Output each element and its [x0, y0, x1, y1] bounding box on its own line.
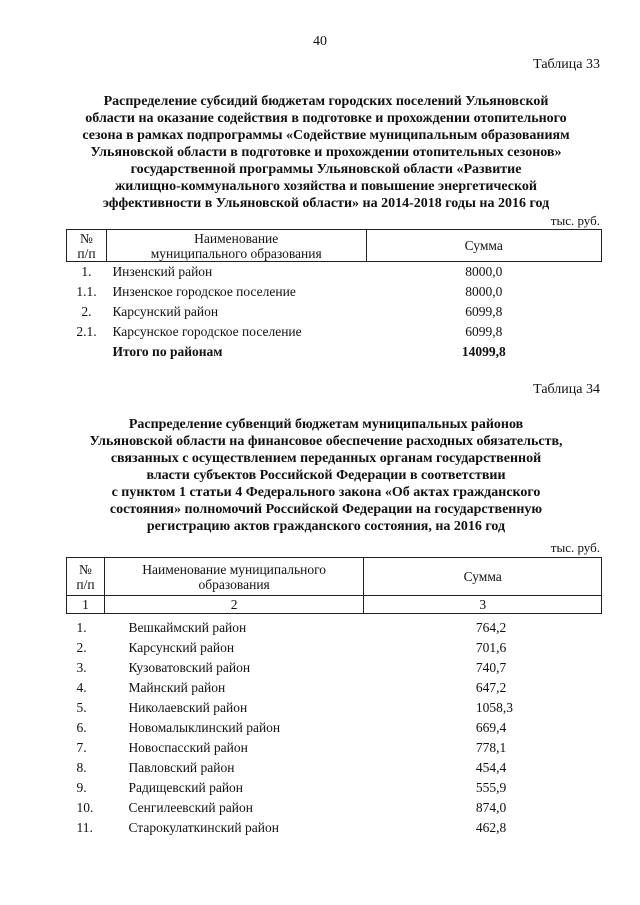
table-row: [67, 818, 602, 838]
title-line: с пунктом 1 статьи 4 Федерального закона «Об актах гражданского: [111, 485, 541, 500]
row-num: 2.: [76, 640, 87, 655]
page-number: 40: [313, 34, 327, 49]
table-row: [67, 778, 602, 798]
col-header-num: [67, 230, 107, 262]
row-name: Карсунское городское поселение: [112, 324, 302, 339]
row-num: 5.: [76, 700, 87, 715]
table-33-label: Таблица 33: [533, 57, 600, 72]
table-33: [66, 229, 602, 362]
title-line: связанных с осуществлением переданных органам государственной: [110, 451, 542, 466]
table-row: [67, 322, 602, 342]
col-header-sum: Сумма: [366, 230, 602, 262]
row-name: Радищевский район: [128, 780, 244, 795]
table-34: [66, 557, 602, 838]
row-name: Павловский район: [128, 760, 235, 775]
table-row: [67, 262, 602, 283]
row-name: Инзенское городское поселение: [112, 284, 296, 299]
index-cell: 3: [364, 596, 602, 614]
title-line: Ульяновской области на финансовое обеспечение расходных обязательств,: [89, 434, 563, 449]
title-line: сезона в рамках подпрограммы «Содействие муниципальным образованиям: [82, 128, 570, 143]
row-num: 9.: [76, 780, 87, 795]
title-line: Распределение субвенций бюджетам муниципальных районов: [128, 417, 524, 432]
row-sum: 740,7: [475, 660, 507, 675]
col-header-sum: Сумма: [364, 558, 602, 596]
row-sum: 778,1: [475, 740, 507, 755]
title-line: Ульяновской области в подготовке и прохождении отопительных сезонов»: [90, 145, 562, 160]
table-row: [67, 798, 602, 818]
row-sum: 8000,0: [465, 264, 503, 279]
row-sum: 1058,3: [475, 700, 513, 715]
row-num: 10.: [76, 800, 94, 815]
table-row: [67, 758, 602, 778]
table-34-label: Таблица 34: [533, 382, 600, 397]
row-num: 4.: [76, 680, 87, 695]
title-line: эффективности в Ульяновской области» на 2014-2018 годы на 2016 год: [102, 196, 550, 211]
col-header-num: [67, 558, 105, 596]
row-name: Майнский район: [128, 680, 226, 695]
table-row: [67, 698, 602, 718]
row-num: 11.: [76, 820, 93, 835]
row-sum: 701,6: [475, 640, 507, 655]
row-num: 8.: [76, 760, 87, 775]
header-text: №: [79, 561, 92, 577]
table-34-units: тыс. руб.: [550, 540, 600, 555]
row-sum: 8000,0: [465, 284, 503, 299]
title-line: власти субъектов Российской Федерации в соответствии: [146, 468, 506, 483]
row-sum: 555,9: [475, 780, 507, 795]
title-line: Распределение субсидий бюджетам городских поселений Ульяновской: [103, 94, 549, 109]
row-name: Новомалыклинский район: [128, 720, 281, 735]
row-num: 3.: [76, 660, 87, 675]
table-row: [67, 282, 602, 302]
table-34-title: [66, 416, 586, 535]
row-sum: 6099,8: [465, 304, 503, 319]
row-name: Карсунский район: [112, 304, 219, 319]
column-index-row: [67, 596, 602, 614]
row-num: 1.: [81, 264, 92, 279]
row-name: Старокулаткинский район: [128, 820, 279, 835]
row-name: Вешкаймский район: [128, 620, 247, 635]
header-text: п/п: [77, 245, 96, 261]
table-row: [67, 678, 602, 698]
table-row: [67, 302, 602, 322]
row-num: 7.: [76, 740, 87, 755]
header-text: образования: [198, 576, 270, 592]
title-line: регистрацию актов гражданского состояния, на 2016 год: [146, 519, 506, 534]
table-total-row: [67, 342, 602, 362]
total-sum: 14099,8: [461, 344, 506, 359]
row-name: Николаевский район: [128, 700, 248, 715]
row-sum: 874,0: [475, 800, 507, 815]
row-sum: 454,4: [475, 760, 507, 775]
row-name: Инзенский район: [112, 264, 213, 279]
col-header-name: [104, 558, 363, 596]
title-line: состояния» полномочий Российской Федерации на государственную: [109, 502, 543, 517]
header-text: №: [80, 230, 93, 246]
table-row: [67, 638, 602, 658]
row-name: Сенгилеевский район: [128, 800, 253, 815]
table-row: [67, 658, 602, 678]
row-sum: 669,4: [475, 720, 507, 735]
total-label: Итого по районам: [112, 344, 223, 359]
row-sum: 647,2: [475, 680, 507, 695]
row-sum: 6099,8: [465, 324, 503, 339]
row-sum: 764,2: [475, 620, 507, 635]
col-header-name: [106, 230, 366, 262]
header-text: Наименование: [194, 230, 279, 246]
table-33-units: тыс. руб.: [550, 213, 600, 228]
row-num: 6.: [76, 720, 87, 735]
row-sum: 462,8: [475, 820, 507, 835]
row-num: 1.1.: [76, 284, 97, 299]
index-cell: 1: [67, 596, 105, 614]
header-text: муниципального образования: [150, 245, 322, 261]
row-num: 2.1.: [76, 324, 97, 339]
row-num: [67, 342, 107, 362]
title-line: жилищно-коммунального хозяйства и повышение энергетической: [115, 179, 537, 194]
table-row: [67, 718, 602, 738]
header-text: Наименование муниципального: [142, 561, 327, 577]
row-name: Новоспасский район: [128, 740, 248, 755]
row-num: 1.: [76, 620, 87, 635]
index-cell: 2: [104, 596, 363, 614]
table-row: [67, 738, 602, 758]
title-line: государственной программы Ульяновской области «Развитие: [130, 162, 522, 177]
row-name: Карсунский район: [128, 640, 235, 655]
table-row: [67, 618, 602, 638]
header-text: п/п: [76, 576, 95, 592]
row-num: 2.: [81, 304, 92, 319]
table-33-title: [66, 93, 586, 212]
title-line: области на оказание содействия в подготовке и прохождении отопительного: [85, 111, 567, 126]
row-name: Кузоватовский район: [128, 660, 251, 675]
